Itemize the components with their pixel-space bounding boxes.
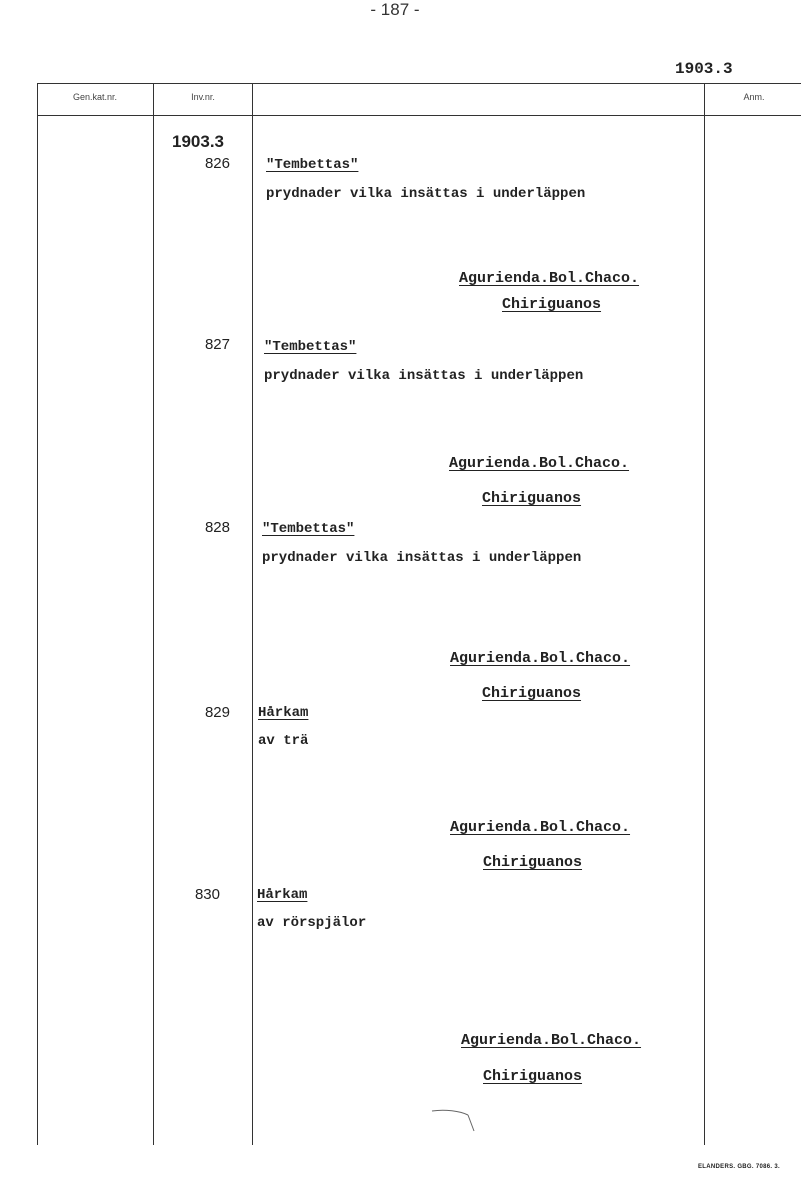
column-divider-gen-inv (153, 83, 154, 1145)
inventory-number: 827 (204, 336, 230, 353)
header-bottom-rule (37, 115, 801, 116)
entry-tribe: Chiriguanos (482, 685, 582, 702)
entry-location: Agurienda.Bol.Chaco. (449, 455, 630, 472)
inventory-number: 829 (204, 704, 230, 721)
entry-tribe: Chiriguanos (483, 1068, 583, 1085)
printer-imprint: ELANDERS. GBG. 7086. 3. (698, 1164, 780, 1170)
inventory-number: 830 (194, 886, 220, 903)
column-divider-desc-anm (704, 83, 705, 1145)
entry-tribe: Chiriguanos (502, 296, 602, 313)
pencil-mark-icon (430, 1105, 480, 1135)
entry-location: Agurienda.Bol.Chaco. (459, 270, 640, 287)
entry-tribe: Chiriguanos (482, 490, 582, 507)
entry-title: "Tembettas" (262, 521, 355, 537)
header-top-rule (37, 83, 801, 84)
year-label: 1903.3 (172, 132, 224, 151)
entry-location: Agurienda.Bol.Chaco. (461, 1032, 642, 1049)
entry-description: prydnader vilka insättas i underläppen (262, 550, 582, 566)
entry-description: av rörspjälor (257, 915, 367, 931)
entry-title: "Tembettas" (266, 157, 359, 173)
column-divider-inv-desc (252, 83, 253, 1145)
entry-description: prydnader vilka insättas i underläppen (264, 368, 584, 384)
column-header-gen-kat: Gen.kat.nr. (72, 92, 118, 102)
entry-location: Agurienda.Bol.Chaco. (450, 650, 631, 667)
entry-description: prydnader vilka insättas i underläppen (266, 186, 586, 202)
column-header-inv: Inv.nr. (191, 92, 215, 102)
inventory-number: 826 (204, 155, 230, 172)
entry-title: Hårkam (257, 887, 308, 903)
page-number: - 187 - (370, 0, 420, 19)
accession-number-top: 1903.3 (675, 60, 733, 78)
entry-description: av trä (258, 733, 309, 749)
entry-location: Agurienda.Bol.Chaco. (450, 819, 631, 836)
entry-tribe: Chiriguanos (483, 854, 583, 871)
column-header-anm: Anm. (743, 92, 765, 102)
entry-title: "Tembettas" (264, 339, 357, 355)
entry-title: Hårkam (258, 705, 309, 721)
inventory-number: 828 (204, 519, 230, 536)
column-divider-left-edge (37, 83, 38, 1145)
